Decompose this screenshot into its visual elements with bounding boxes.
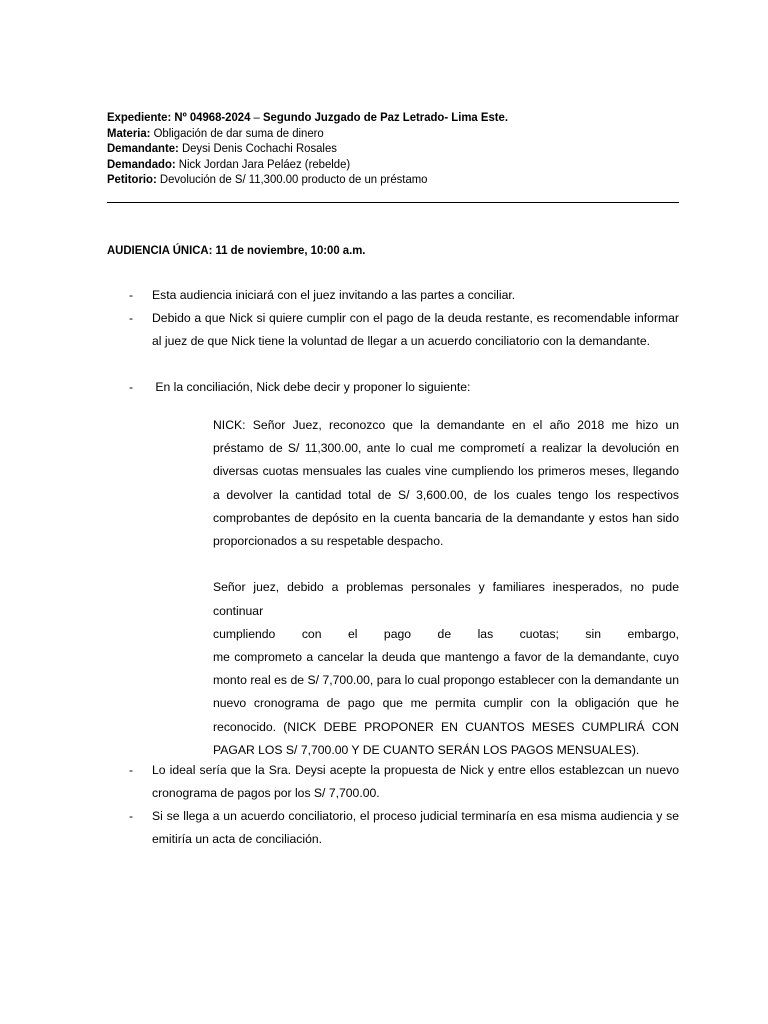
bullet-text: Debido a que Nick si quiere cumplir con el pago de la deuda restante, es recomendable informar al juez de que Nick tiene la voluntad de llegar a un acuerdo conciliatorio con la demandante. <box>152 311 679 349</box>
speech-paragraph-2-line-1: Señor juez, debido a problemas personales y familiares inesperados, no pude continuar <box>213 580 679 618</box>
bullet-text: Si se llega a un acuerdo conciliatorio, el proceso judicial terminaría en esa misma audiencia y se emitiría un acta de conciliación. <box>152 809 679 847</box>
bullet-dash: - <box>129 763 134 777</box>
expediente-separator: – <box>250 110 263 124</box>
bullet-text: Lo ideal sería que la Sra. Deysi acepte la propuesta de Nick y entre ellos establezcan un nuevo cronograma de pagos por los S/ 7,700.00. <box>152 763 679 801</box>
header-divider <box>107 202 679 203</box>
bullet-dash: - <box>129 380 134 394</box>
materia-line <box>107 126 679 142</box>
speech-paragraph-2-line-2: cumpliendo con el pago de las cuotas; sin embargo, <box>213 626 679 641</box>
nick-speech <box>213 414 679 762</box>
petitorio-label: Petitorio: <box>107 172 157 187</box>
court-name: Segundo Juzgado de Paz Letrado- Lima Este. <box>262 110 508 124</box>
demandado-label: Demandado: <box>107 156 176 171</box>
speech-paragraph-1: NICK: Señor Juez, reconozco que la demandante en el año 2018 me hizo un préstamo de S/ 11,300.00, ante lo cual me comprometí a realizar la devolución en diversas cuotas mensuales las cuales vine cumpliendo los primeros meses, llegando a devolver la cantidad total de S/ 3,600.00, de los cuales tengo los respectivos comprobantes de depósito en la cuenta bancaria de la demandante y estos han sido proporcionados a su respetable despacho. <box>213 418 679 549</box>
bullet-dash: - <box>129 311 134 325</box>
demandante-label: Demandante: <box>107 141 179 156</box>
demandado-value: Nick Jordan Jara Peláez (rebelde) <box>175 156 351 171</box>
speech-paragraph-2-rest: me comprometo a cancelar la deuda que mantengo a favor de la demandante, cuyo monto real es de S/ 7,700.00, para lo cual propongo establecer con la demandante un nuevo cronograma de pago que me permita cumplir con la obligación que he reconocido. (NICK DEBE PROPONER EN CUANTOS MESES CUMPLIRÁ CON PAGAR LOS S/ 7,700.00 Y DE CUANTO SERÁN LOS PAGOS MENSUALES). <box>213 650 679 757</box>
paragraph-gap <box>213 553 679 576</box>
materia-value: Obligación de dar suma de dinero <box>150 125 324 140</box>
expediente-label: Expediente: Nº 04968-2024 <box>107 110 251 124</box>
bullet-text: En la conciliación, Nick debe decir y proponer lo siguiente: <box>152 380 471 394</box>
bullet-dash: - <box>129 809 134 823</box>
case-header <box>107 110 679 188</box>
petitorio-line <box>107 172 679 188</box>
bullet-text: Esta audiencia iniciará con el juez invitando a las partes a conciliar. <box>152 288 516 302</box>
petitorio-value: Devolución de S/ 11,300.00 producto de un préstamo <box>156 172 428 187</box>
materia-label: Materia: <box>107 125 151 140</box>
audiencia-title: AUDIENCIA ÚNICA: 11 de noviembre, 10:00 a.m. <box>107 243 366 257</box>
expediente-line <box>107 110 679 126</box>
demandante-value: Deysi Denis Cochachi Rosales <box>178 141 337 156</box>
demandado-line <box>107 157 679 173</box>
demandante-line <box>107 141 679 157</box>
bullet-dash: - <box>129 288 134 302</box>
